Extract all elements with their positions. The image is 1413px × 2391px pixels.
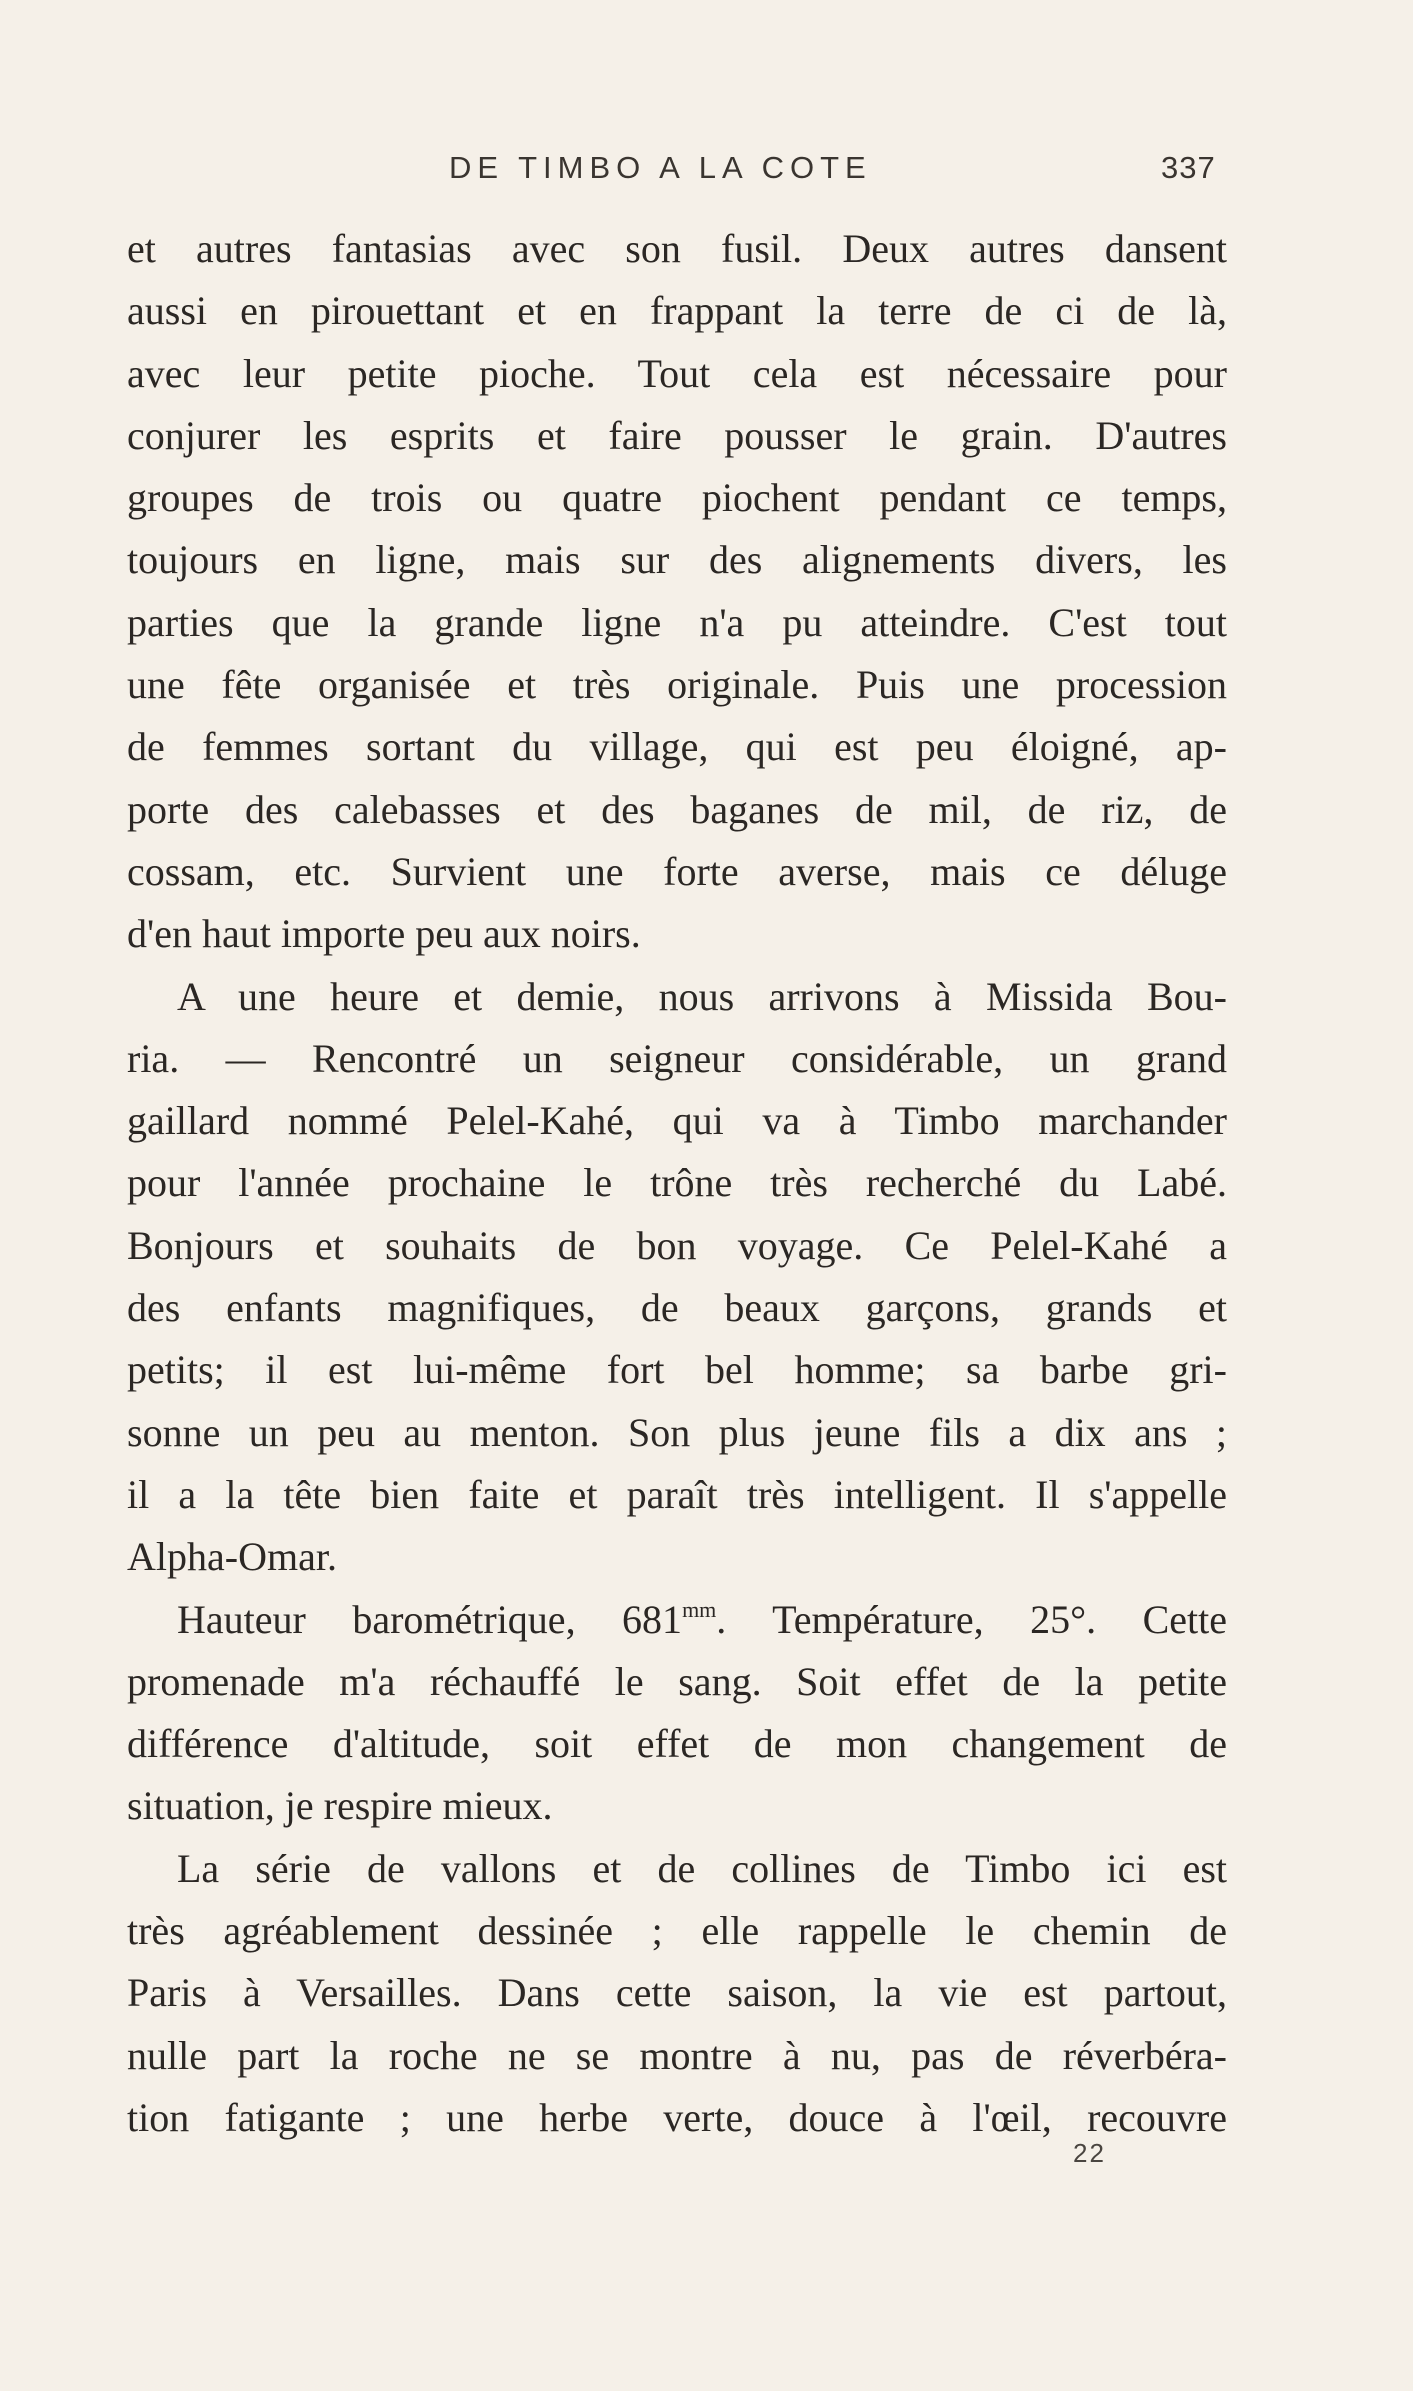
text-line: Bonjours et souhaits de bon voyage. Ce Pelel-Kahé a [127, 1222, 1227, 1268]
text-line: ria. — Rencontré un seigneur considérable, un grand [127, 1035, 1227, 1081]
text-line: conjurer les esprits et faire pousser le grain. D'autres [127, 412, 1227, 458]
millimetre-superscript: mm [682, 1596, 717, 1622]
text-line: sonne un peu au menton. Son plus jeune fils a dix ans ; [127, 1409, 1227, 1455]
text-line: de femmes sortant du village, qui est peu éloigné, ap- [127, 724, 1227, 770]
text-line: nulle part la roche ne se montre à nu, pas de réverbéra- [127, 2032, 1227, 2078]
running-title: DE TIMBO A LA COTE [449, 150, 872, 185]
text-line: Paris à Versailles. Dans cette saison, la vie est partout, [127, 1970, 1227, 2016]
text-line: pour l'année prochaine le trône très recherché du Labé. [127, 1160, 1227, 1206]
text-line [127, 1589, 1227, 1651]
text-line: des enfants magnifiques, de beaux garçons, grands et [127, 1285, 1227, 1331]
text-line: porte des calebasses et des baganes de mil, de riz, de [127, 786, 1227, 832]
text-line: La série de vallons et de collines de Timbo ici est [177, 1845, 1227, 1891]
text-line: et autres fantasias avec son fusil. Deux autres dansent [127, 226, 1227, 271]
text-line: tion fatigante ; une herbe verte, douce à l'œil, recouvre [127, 2094, 1227, 2140]
text-line: situation, je respire mieux. [127, 1783, 553, 1829]
body-text [127, 218, 1227, 2149]
text-line: promenade m'a réchauffé le sang. Soit effet de la petite [127, 1658, 1227, 1704]
text-line: groupes de trois ou quatre piochent pendant ce temps, [127, 475, 1227, 521]
text-line: différence d'altitude, soit effet de mon changement de [127, 1721, 1227, 1767]
text-fragment: . Température, 25°. Cette [716, 1596, 1227, 1642]
text-line: d'en haut importe peu aux noirs. [127, 911, 641, 957]
text-fragment: Hauteur barométrique, 681 [177, 1596, 683, 1642]
text-line: Alpha-Omar. [127, 1534, 337, 1580]
signature-mark: 22 [1073, 2138, 1106, 2168]
text-line: très agréablement dessinée ; elle rappelle le chemin de [127, 1908, 1227, 1954]
text-line: toujours en ligne, mais sur des alignements divers, les [127, 537, 1227, 583]
running-head [0, 150, 1413, 194]
text-line: parties que la grande ligne n'a pu atteindre. C'est tout [127, 599, 1227, 645]
text-line: avec leur petite pioche. Tout cela est nécessaire pour [127, 350, 1227, 396]
text-line: une fête organisée et très originale. Puis une procession [127, 662, 1227, 708]
text-line: aussi en pirouettant et en frappant la terre de ci de là, [127, 288, 1227, 334]
text-line: petits; il est lui-même fort bel homme; sa barbe gri- [127, 1347, 1227, 1393]
text-line: gaillard nommé Pelel-Kahé, qui va à Timbo marchander [127, 1098, 1227, 1144]
text-line: cossam, etc. Survient une forte averse, mais ce déluge [127, 848, 1227, 894]
text-line: il a la tête bien faite et paraît très intelligent. Il s'appelle [127, 1471, 1227, 1517]
page-number: 337 [1161, 150, 1216, 185]
text-line: A une heure et demie, nous arrivons à Missida Bou- [177, 973, 1227, 1019]
